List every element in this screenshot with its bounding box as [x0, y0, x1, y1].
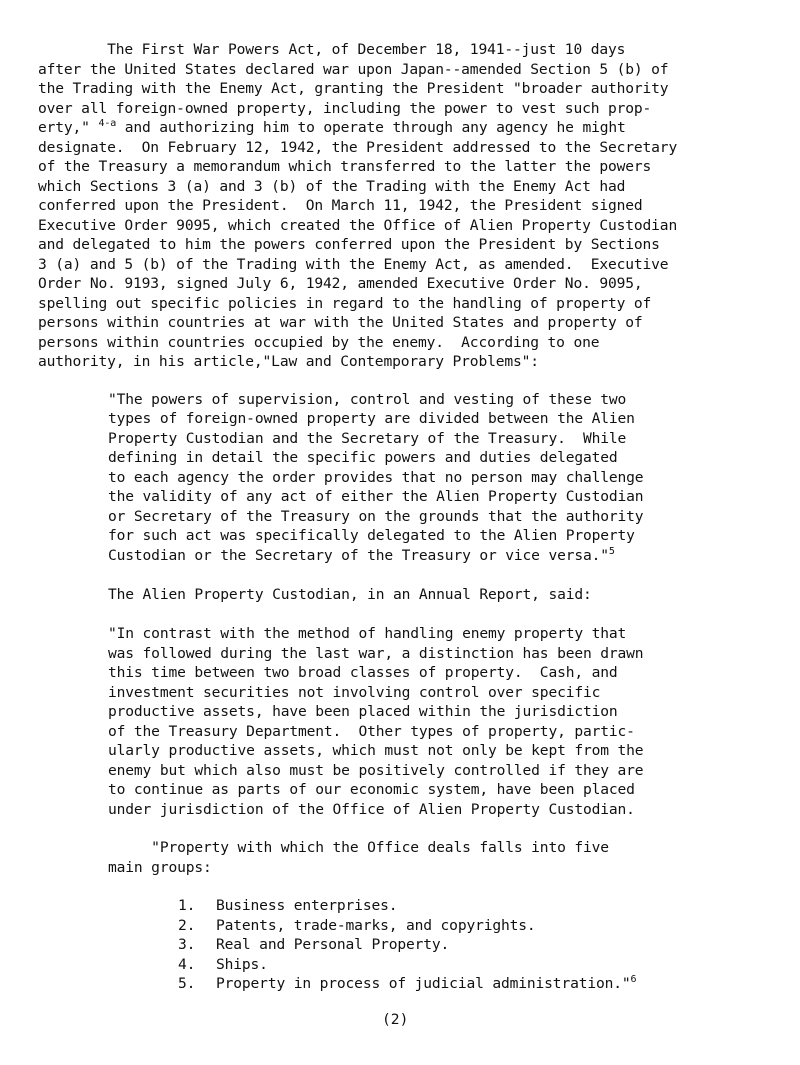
footnote-marker-5: 5: [608, 546, 615, 558]
text-line: defining in detail the specific powers and duties delegated: [108, 449, 618, 466]
text-line: 3 (a) and 5 (b) of the Trading with the Enemy Act, as amended. Executive: [38, 256, 669, 273]
list-item-number: 4.: [178, 956, 196, 973]
text-line: "Property with which the Office deals falls into five: [108, 839, 609, 856]
annual-report-intro: The Alien Property Custodian, in an Annual Report, said:: [108, 586, 592, 603]
text-line: authority, in his article,"Law and Contemporary Problems":: [38, 353, 539, 370]
text-line: or Secretary of the Treasury on the grounds that the authority: [108, 508, 644, 525]
text-line: Property Custodian and the Secretary of the Treasury. While: [108, 430, 627, 447]
text-line: Executive Order 9095, which created the Office of Alien Property Custodian: [38, 217, 678, 234]
text-line: enemy but which also must be positively controlled if they are: [108, 762, 644, 779]
text-line: of the Treasury a memorandum which transferred to the latter the powers: [38, 158, 652, 175]
text-line: which Sections 3 (a) and 3 (b) of the Trading with the Enemy Act had: [38, 178, 626, 195]
text-fragment: erty,": [38, 119, 99, 136]
text-line: over all foreign-owned property, including the power to vest such prop-: [38, 100, 652, 117]
list-item-text: Real and Personal Property.: [216, 936, 450, 953]
list-item-text: Patents, trade-marks, and copyrights.: [216, 917, 536, 934]
footnote-marker-6: 6: [630, 974, 637, 986]
list-item-text: Business enterprises.: [216, 897, 398, 914]
list-item-number: 2.: [178, 917, 196, 934]
text-line: after the United States declared war upon Japan--amended Section 5 (b) of: [38, 61, 669, 78]
text-line: conferred upon the President. On March 11, 1942, the President signed: [38, 197, 643, 214]
text-line: spelling out specific policies in regard to the handling of property of: [38, 295, 652, 312]
page-number: (2): [382, 1011, 409, 1028]
footnote-marker-4a: 4-a: [98, 118, 117, 130]
text-line: was followed during the last war, a distinction has been drawn: [108, 645, 644, 662]
text-line: types of foreign-owned property are divided between the Alien: [108, 410, 635, 427]
text-line: "In contrast with the method of handling enemy property that: [108, 625, 627, 642]
text-line: The First War Powers Act, of December 18, 1941--just 10 days: [38, 41, 626, 58]
text-line: under jurisdiction of the Office of Alien Property Custodian.: [108, 801, 635, 818]
text-line: persons within countries at war with the United States and property of: [38, 314, 643, 331]
list-item-text: [216, 974, 636, 994]
text-line: Order No. 9193, signed July 6, 1942, amended Executive Order No. 9095,: [38, 275, 643, 292]
text-line: and delegated to him the powers conferred upon the President by Sections: [38, 236, 660, 253]
text-line: [38, 118, 626, 138]
list-item-number: 3.: [178, 936, 196, 953]
text-line: to continue as parts of our economic system, have been placed: [108, 781, 635, 798]
text-line: persons within countries occupied by the enemy. According to one: [38, 334, 600, 351]
list-item-number: 5.: [178, 975, 196, 992]
text-line: this time between two broad classes of property. Cash, and: [108, 664, 618, 681]
text-line: main groups:: [108, 859, 212, 876]
text-line: ularly productive assets, which must not only be kept from the: [108, 742, 644, 759]
text-line: investment securities not involving control over specific: [108, 684, 601, 701]
text-line: "The powers of supervision, control and vesting of these two: [108, 391, 627, 408]
text-fragment: Property in process of judicial administration.": [216, 975, 631, 992]
text-line: of the Treasury Department. Other types of property, partic-: [108, 723, 635, 740]
list-item-text: Ships.: [216, 956, 268, 973]
text-line: to each agency the order provides that no person may challenge: [108, 469, 644, 486]
text-line: the validity of any act of either the Alien Property Custodian: [108, 488, 644, 505]
text-line: productive assets, have been placed within the jurisdiction: [108, 703, 618, 720]
text-line: the Trading with the Enemy Act, granting the President "broader authority: [38, 80, 669, 97]
list-item-number: 1.: [178, 897, 196, 914]
text-fragment: and authorizing him to operate through any agency he might: [116, 119, 626, 136]
text-fragment: Custodian or the Secretary of the Treasury or vice versa.": [108, 547, 609, 564]
text-line: for such act was specifically delegated to the Alien Property: [108, 527, 635, 544]
text-line: designate. On February 12, 1942, the President addressed to the Secretary: [38, 139, 678, 156]
text-line: [108, 546, 615, 566]
